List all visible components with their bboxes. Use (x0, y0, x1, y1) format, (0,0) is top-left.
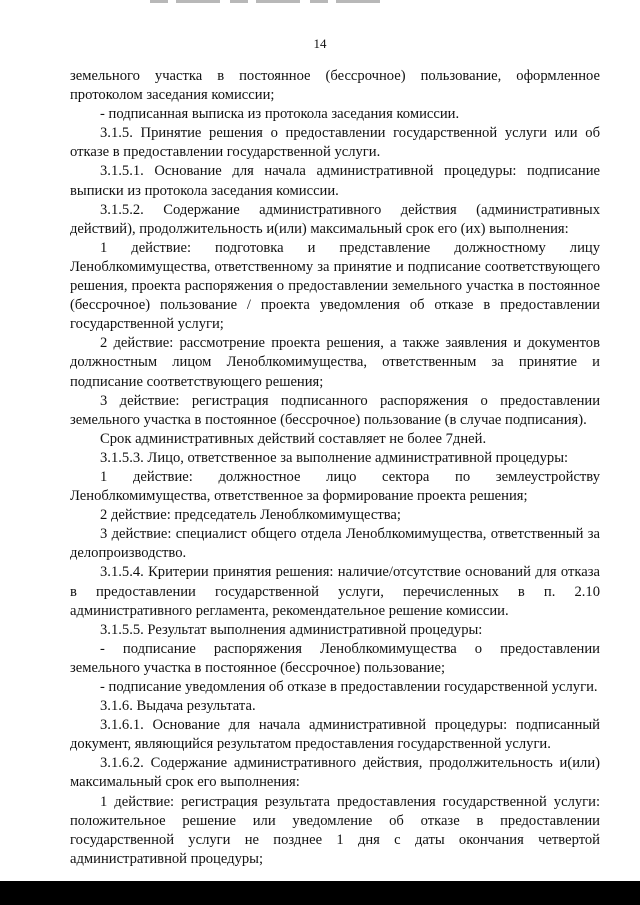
paragraph: 3.1.5.3. Лицо, ответственное за выполнение административной процедуры: (100, 449, 569, 466)
section-heading-3-1-6: 3.1.6. Выдача результата. (100, 698, 256, 715)
section-heading-3-1-5: 3.1.5. Принятие решения о предоставлении государственной услуги или об отказе в предоставлении государственной услуги. (70, 125, 600, 161)
paragraph: 3.1.5.2. Содержание административного действия (административных действий), продолжительность и(или) максимальный срок его (их) выполнения: (70, 201, 600, 237)
page-number: 14 (313, 36, 327, 51)
scan-top-artifact (150, 0, 390, 3)
paragraph: 3 действие: специалист общего отдела Леноблкомимущества, ответственный за делопроизводство. (70, 526, 600, 562)
paragraph: 1 действие: регистрация результата предоставления государственной услуги: положительное решение или уведомление об отказе в предоставлении государственной услуги не позднее 1 дня с даты окончания четвертой административной процедуры; (70, 793, 600, 867)
paragraph-continuation: земельного участка в постоянное (бессрочное) пользование, оформленное протоколом заседания комиссии; (70, 68, 600, 104)
paragraph: 3 действие: регистрация подписанного распоряжения о предоставлении земельного участка в постоянное (бессрочное) пользование (в случае подписания). (70, 392, 600, 428)
paragraph: - подписание уведомления об отказе в предоставлении государственной услуги. (100, 679, 598, 695)
paragraph: 3.1.6.2. Содержание административного действия, продолжительность и(или) максимальный срок его выполнения: (70, 755, 600, 791)
paragraph: 3.1.6.1. Основание для начала административной процедуры: подписанный документ, являющийся результатом предоставления государственной услуги. (70, 717, 600, 753)
paragraph: 3.1.5.1. Основание для начала административной процедуры: подписание выписки из протокола заседания комиссии. (70, 163, 600, 199)
paragraph: - подписанная выписка из протокола заседания комиссии. (100, 106, 460, 123)
paragraph: 3.1.5.5. Результат выполнения административной процедуры: (100, 621, 483, 638)
paragraph: Срок административных действий составляет не более 7дней. (100, 430, 487, 447)
paragraph: 1 действие: подготовка и представление должностному лицу Леноблкомимущества, ответственному за принятие и подписание соответствующего решения, проекта распоряжения о предоставлении земельного участка в постоянное (бессрочное) пользование / проекта уведомления об отказе в предоставлении государственной услуги; (70, 239, 600, 333)
paragraph: 1 действие: должностное лицо сектора по землеустройству Леноблкомимущества, ответственное за формирование проекта решения; (70, 468, 600, 505)
paragraph: 2 действие: рассмотрение проекта решения, а также заявления и документов должностным лицом Леноблкомимущества, ответственным за принятие и подписание соответствующего решения; (70, 335, 600, 390)
paragraph: 2 действие: председатель Леноблкомимущества; (100, 507, 401, 524)
document-body (70, 67, 600, 869)
scan-bottom-edge (0, 881, 640, 905)
paragraph: - подписание распоряжения Леноблкомимущества о предоставлении земельного участка в постоянное (бессрочное) пользование; (70, 640, 600, 676)
paragraph: 3.1.5.4. Критерии принятия решения: наличие/отсутствие оснований для отказа в предоставлении государственной услуги, перечисленных в п. 2.10 административного регламента, рекомендательное решение комиссии. (70, 564, 600, 619)
